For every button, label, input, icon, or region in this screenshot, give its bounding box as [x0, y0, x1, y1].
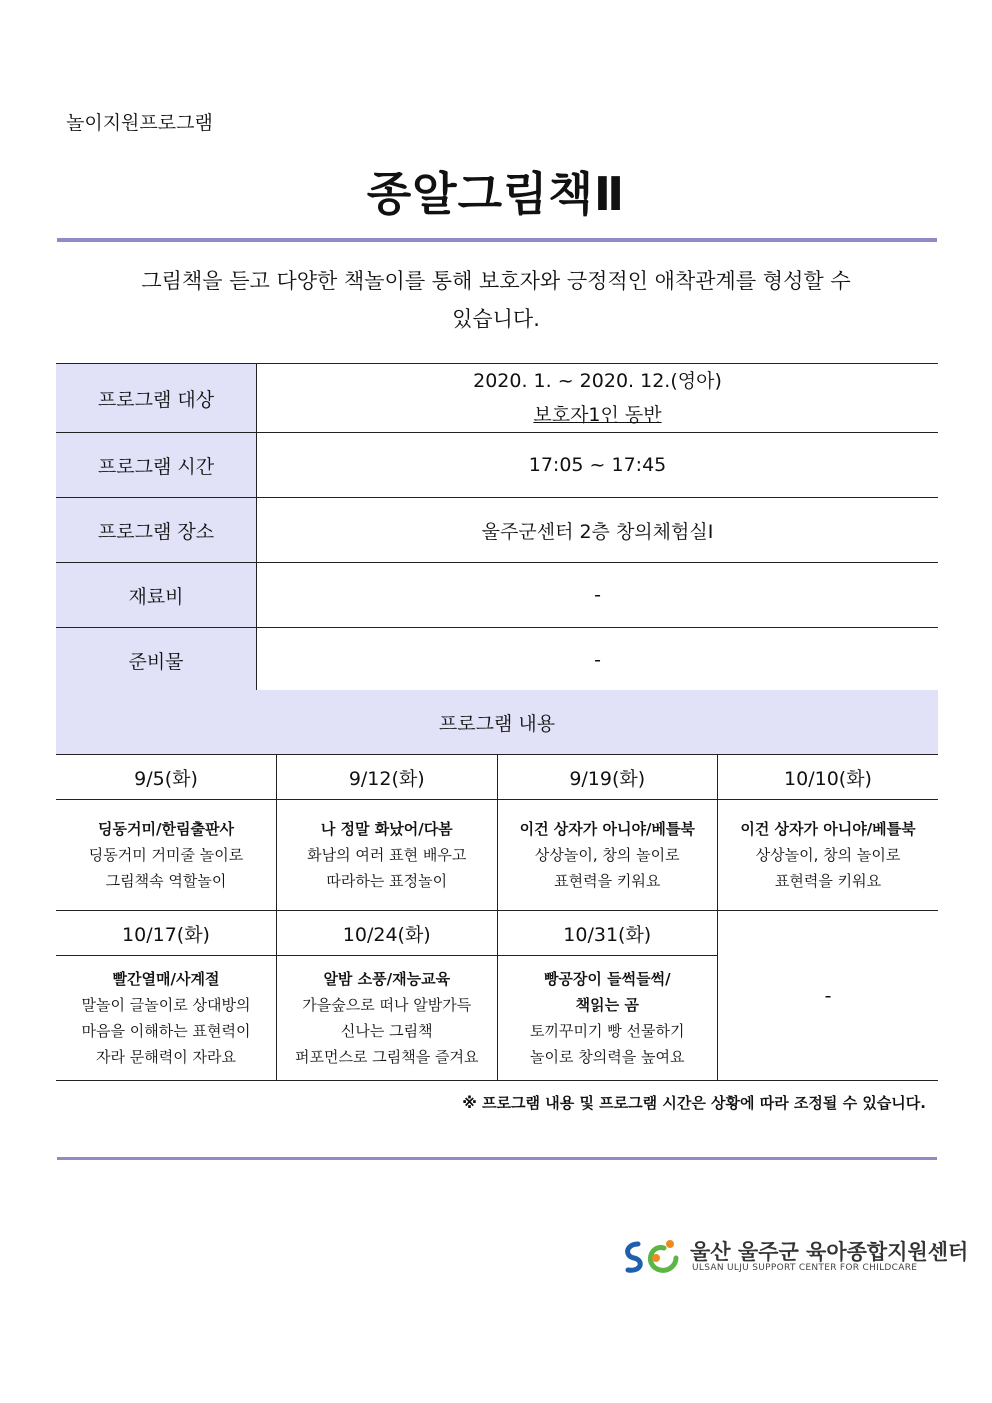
activity-line: 신나는 그림책	[340, 1022, 433, 1040]
activity-line: 퍼포먼스로 그림책을 즐겨요	[295, 1048, 479, 1066]
activity-line: 표현력을 키워요	[774, 872, 882, 890]
session-activity	[56, 956, 277, 1081]
activity-line: 마음을 이해하는 표현력이	[81, 1022, 251, 1040]
session-activity	[56, 800, 277, 911]
target-period: 2020. 1. ~ 2020. 12.(영아)	[473, 370, 722, 392]
info-row-time	[56, 433, 938, 498]
place-label: 프로그램 장소	[56, 498, 257, 563]
activity-line: 딩동거미 거미줄 놀이로	[88, 846, 244, 864]
bottom-divider	[57, 1157, 937, 1160]
place-value: 울주군센터 2층 창의체험실Ⅰ	[257, 498, 939, 563]
prep-value: -	[257, 628, 939, 693]
activity-line: 놀이로 창의력을 높여요	[530, 1048, 685, 1066]
book-title: 이건 상자가 아니야/베틀북	[519, 820, 695, 838]
activity-line: 자라 문해력이 자라요	[96, 1048, 236, 1066]
fee-value: -	[257, 563, 939, 628]
activity-line: 가을숲으로 떠나 알밤가득	[302, 996, 472, 1014]
time-value: 17:05 ~ 17:45	[257, 433, 939, 498]
schedule-activity-row-1	[56, 800, 938, 911]
activity-line: 그림책속 역할놀이	[105, 872, 227, 890]
book-title: 빨간열매/사계절	[112, 970, 220, 988]
prep-label: 준비물	[56, 628, 257, 693]
target-companion: 보호자1인 동반	[533, 404, 662, 426]
session-activity	[497, 800, 718, 911]
fee-label: 재료비	[56, 563, 257, 628]
program-category: 놀이지원프로그램	[66, 112, 213, 134]
schedule-table	[56, 755, 938, 1081]
session-date: 10/10(화)	[718, 755, 939, 800]
session-date: 9/19(화)	[497, 755, 718, 800]
book-title: 딩동거미/한림출판사	[98, 820, 234, 838]
center-logo	[620, 1236, 969, 1278]
book-title: 알밤 소풍/재능교육	[323, 970, 451, 988]
book-title: 책읽는 곰	[575, 996, 639, 1014]
session-date: 9/5(화)	[56, 755, 277, 800]
session-date: 10/17(화)	[56, 911, 277, 956]
info-row-target	[56, 364, 938, 433]
session-date: 10/31(화)	[497, 911, 718, 956]
empty-session: -	[718, 911, 939, 1081]
intro-line-2: 있습니다.	[452, 307, 540, 331]
program-info-table	[56, 363, 938, 693]
activity-line: 표현력을 키워요	[554, 872, 661, 890]
info-row-prep	[56, 628, 938, 693]
top-divider	[57, 238, 937, 242]
schedule-note: ※ 프로그램 내용 및 프로그램 시간은 상황에 따라 조정될 수 있습니다.	[462, 1094, 926, 1112]
info-row-fee	[56, 563, 938, 628]
activity-line: 상상놀이, 창의 놀이로	[755, 846, 901, 864]
activity-line: 화남의 여러 표현 배우고	[307, 846, 467, 864]
info-row-place	[56, 498, 938, 563]
book-title: 이건 상자가 아니야/베틀북	[740, 820, 916, 838]
session-activity	[277, 800, 498, 911]
intro-text	[66, 262, 926, 338]
center-logo-icon	[620, 1236, 684, 1278]
activity-line: 따라하는 표정놀이	[326, 872, 448, 890]
target-value	[257, 364, 939, 433]
activity-line: 상상놀이, 창의 놀이로	[534, 846, 680, 864]
session-activity	[277, 956, 498, 1081]
session-activity	[497, 956, 718, 1081]
intro-line-1: 그림책을 듣고 다양한 책놀이를 통해 보호자와 긍정적인 애착관계를 형성할 수	[141, 269, 851, 293]
page-title: 종알그림책Ⅱ	[366, 167, 626, 221]
session-date: 10/24(화)	[277, 911, 498, 956]
content-header: 프로그램 내용	[56, 690, 938, 755]
schedule-date-row-2	[56, 911, 938, 956]
activity-line: 토끼꾸미기 빵 선물하기	[530, 1022, 685, 1040]
center-name-ko: 울산 울주군 육아종합지원센터	[690, 1240, 969, 1264]
session-activity	[718, 800, 939, 911]
book-title: 빵공장이 들썩들썩/	[543, 970, 671, 988]
book-title: 나 정말 화났어/다봄	[320, 820, 453, 838]
time-label: 프로그램 시간	[56, 433, 257, 498]
session-date: 9/12(화)	[277, 755, 498, 800]
center-name-en: ULSAN ULJU SUPPORT CENTER FOR CHILDCARE	[692, 1263, 918, 1273]
target-label: 프로그램 대상	[56, 364, 257, 433]
activity-line: 말놀이 글놀이로 상대방의	[81, 996, 251, 1014]
schedule-date-row-1	[56, 755, 938, 800]
